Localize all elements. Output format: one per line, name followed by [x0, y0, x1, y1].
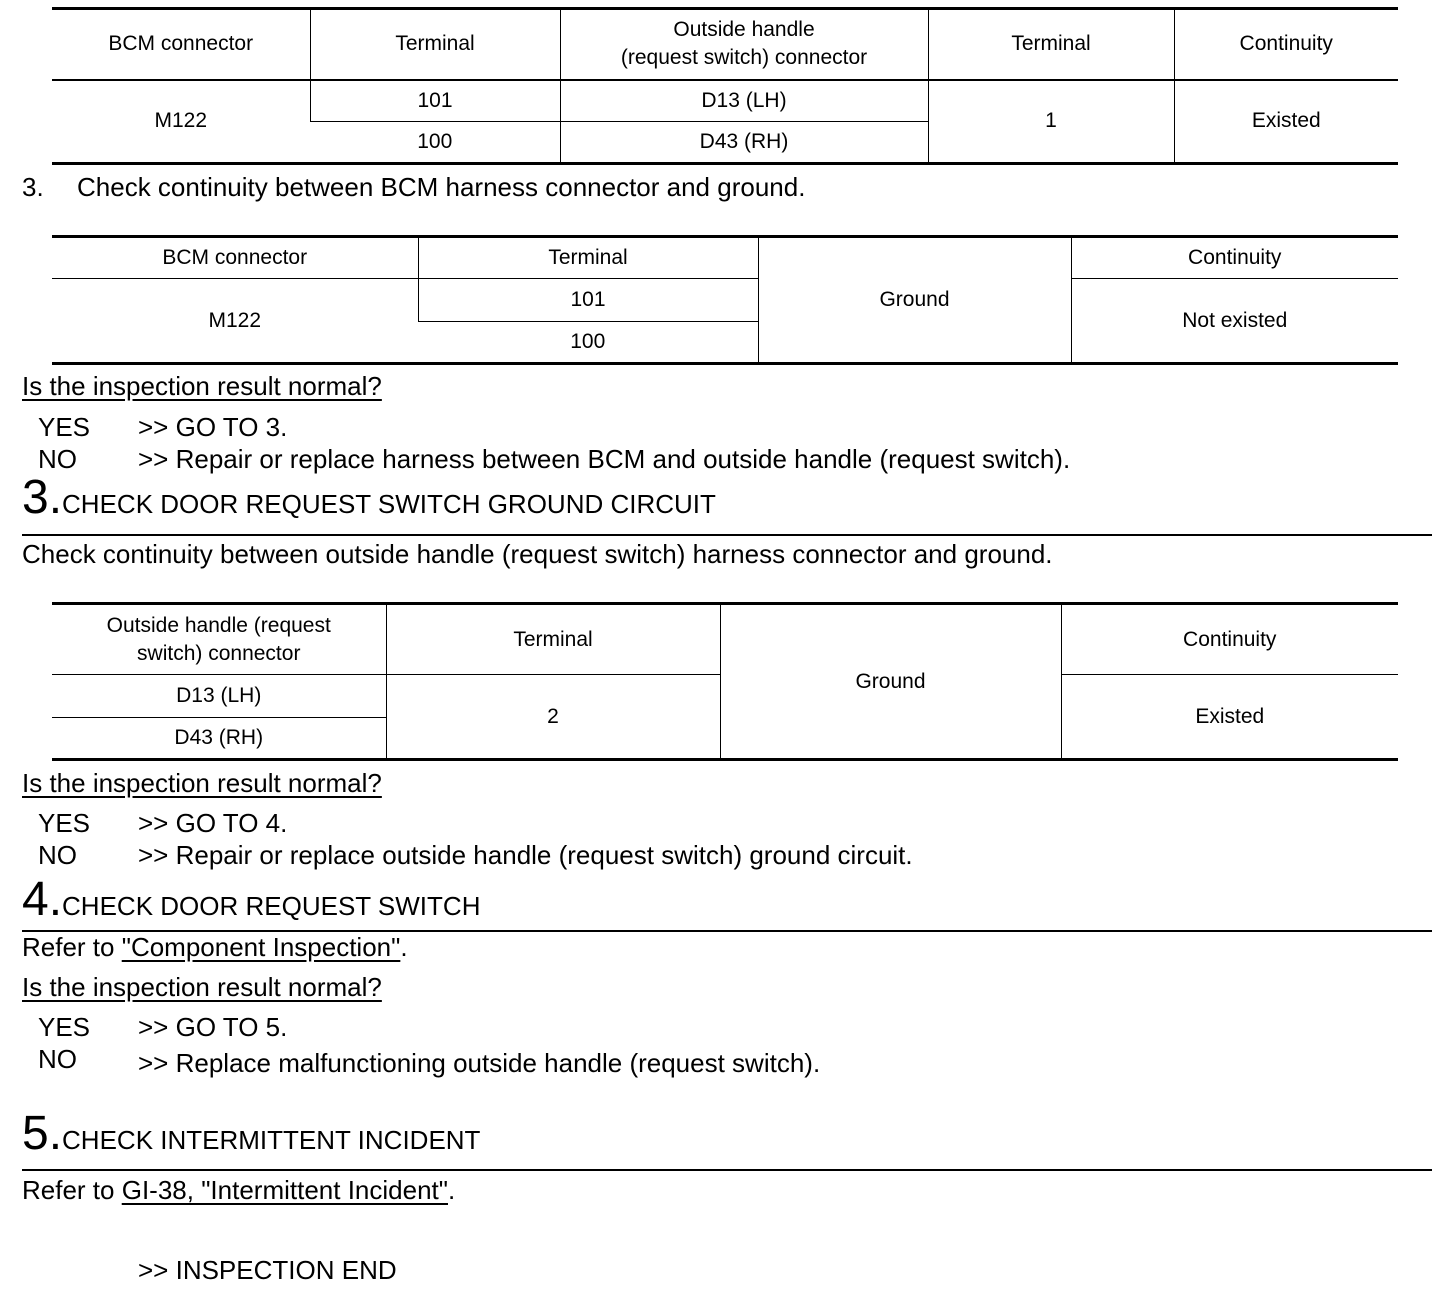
- step-4-number: 4.: [22, 873, 63, 926]
- yes-action: >> GO TO 3.: [138, 412, 288, 442]
- header-outside-handle-connector: [560, 9, 928, 80]
- table-row: [52, 80, 1398, 122]
- cell-handle-connector: D43 (RH): [560, 122, 928, 164]
- cell-continuity: Existed: [1061, 675, 1398, 760]
- yes-label: YES: [38, 1012, 91, 1042]
- cell-terminal: 100: [418, 322, 758, 364]
- table-bcm-to-handle-continuity: [52, 7, 1398, 165]
- step-3-title: CHECK DOOR REQUEST SWITCH GROUND CIRCUIT: [62, 489, 716, 519]
- table-handle-to-ground-continuity: [52, 602, 1398, 761]
- step-3-heading: [22, 471, 716, 524]
- refer-prefix: Refer to: [22, 1175, 122, 1205]
- no-action: >> Repair or replace outside handle (request switch) ground circuit.: [138, 840, 913, 870]
- no-label: NO: [38, 444, 77, 474]
- refer-suffix: .: [448, 1175, 456, 1205]
- header-terminal: Terminal: [418, 237, 758, 279]
- yes-action: >> GO TO 5.: [138, 1012, 288, 1042]
- header-outside-handle-line1: Outside handle: [673, 18, 815, 42]
- step-4-heading: [22, 873, 481, 926]
- cell-connector: D13 (LH): [52, 675, 386, 718]
- header-continuity: Continuity: [1061, 604, 1398, 675]
- refer-prefix: Refer to: [22, 932, 122, 962]
- cell-terminal: 101: [310, 80, 560, 122]
- step-5-reference: [22, 1174, 455, 1206]
- component-inspection-link[interactable]: "Component Inspection": [121, 932, 401, 962]
- inspection-question: Is the inspection result normal?: [22, 371, 382, 401]
- cell-connector: M122: [52, 279, 418, 364]
- cell-continuity: Not existed: [1071, 279, 1398, 364]
- step-5-title: CHECK INTERMITTENT INCIDENT: [62, 1125, 481, 1155]
- section-divider: [22, 534, 1432, 536]
- header-continuity: Continuity: [1071, 237, 1398, 279]
- answer-yes-row: [0, 1011, 1456, 1043]
- step-3-instruction: Check continuity between outside handle (request switch) harness connector and ground.: [22, 539, 1053, 569]
- header-bcm-connector: BCM connector: [52, 9, 310, 80]
- substep-3-text: Check continuity between BCM harness connector and ground.: [77, 172, 806, 202]
- header-outside-handle-line2: (request switch) connector: [620, 46, 868, 70]
- header-bcm-connector: BCM connector: [52, 237, 418, 279]
- step-3-number: 3.: [22, 471, 63, 524]
- cell-connector: D43 (RH): [52, 718, 386, 760]
- inspection-question: Is the inspection result normal?: [22, 972, 382, 1002]
- no-action: >> Repair or replace harness between BCM and outside handle (request switch).: [138, 444, 1071, 474]
- answer-yes-row: [0, 411, 1456, 443]
- substep-3-number: 3.: [22, 172, 44, 202]
- refer-suffix: .: [400, 932, 408, 962]
- answer-no-row: [0, 839, 1456, 871]
- header-terminal: Terminal: [928, 9, 1174, 80]
- intermittent-incident-link[interactable]: GI-38, "Intermittent Incident": [121, 1175, 448, 1205]
- cell-handle-terminal: 1: [928, 80, 1174, 164]
- cell-terminal: 101: [418, 279, 758, 322]
- cell-terminal: 2: [386, 675, 720, 760]
- header-terminal: Terminal: [386, 604, 720, 675]
- answer-yes-row: [0, 807, 1456, 839]
- yes-label: YES: [38, 808, 91, 838]
- cell-terminal: 100: [310, 122, 560, 164]
- header-terminal: Terminal: [310, 9, 560, 80]
- step-5-number: 5.: [22, 1107, 63, 1160]
- section-divider: [22, 1169, 1432, 1171]
- no-label: NO: [38, 1044, 77, 1074]
- ground-label: Ground: [879, 288, 950, 311]
- header-outside-handle-connector: [52, 604, 386, 675]
- header-continuity: Continuity: [1174, 9, 1398, 80]
- step-5-heading: [22, 1107, 481, 1160]
- no-label: NO: [38, 840, 77, 870]
- table-row: [52, 279, 1398, 322]
- cell-handle-connector: D13 (LH): [560, 80, 928, 122]
- no-action: >> Replace malfunctioning outside handle (request switch).: [138, 1048, 821, 1078]
- answer-no-row: [0, 1043, 1456, 1079]
- cell-connector: M122: [52, 80, 310, 164]
- yes-action: >> GO TO 4.: [138, 808, 288, 838]
- cell-ground: Ground: [720, 604, 1061, 760]
- yes-label: YES: [38, 412, 91, 442]
- inspection-end: >> INSPECTION END: [138, 1255, 397, 1285]
- header-outside-handle-line2: switch) connector: [137, 641, 301, 665]
- table-bcm-to-ground-continuity: [52, 235, 1398, 365]
- inspection-question: Is the inspection result normal?: [22, 768, 382, 798]
- cell-ground: [758, 237, 1071, 364]
- header-outside-handle-line1: Outside handle (request: [106, 613, 331, 637]
- step-4-title: CHECK DOOR REQUEST SWITCH: [62, 891, 481, 921]
- cell-continuity: Existed: [1174, 80, 1398, 164]
- answer-no-row: [0, 443, 1456, 475]
- step-4-reference: [22, 931, 408, 963]
